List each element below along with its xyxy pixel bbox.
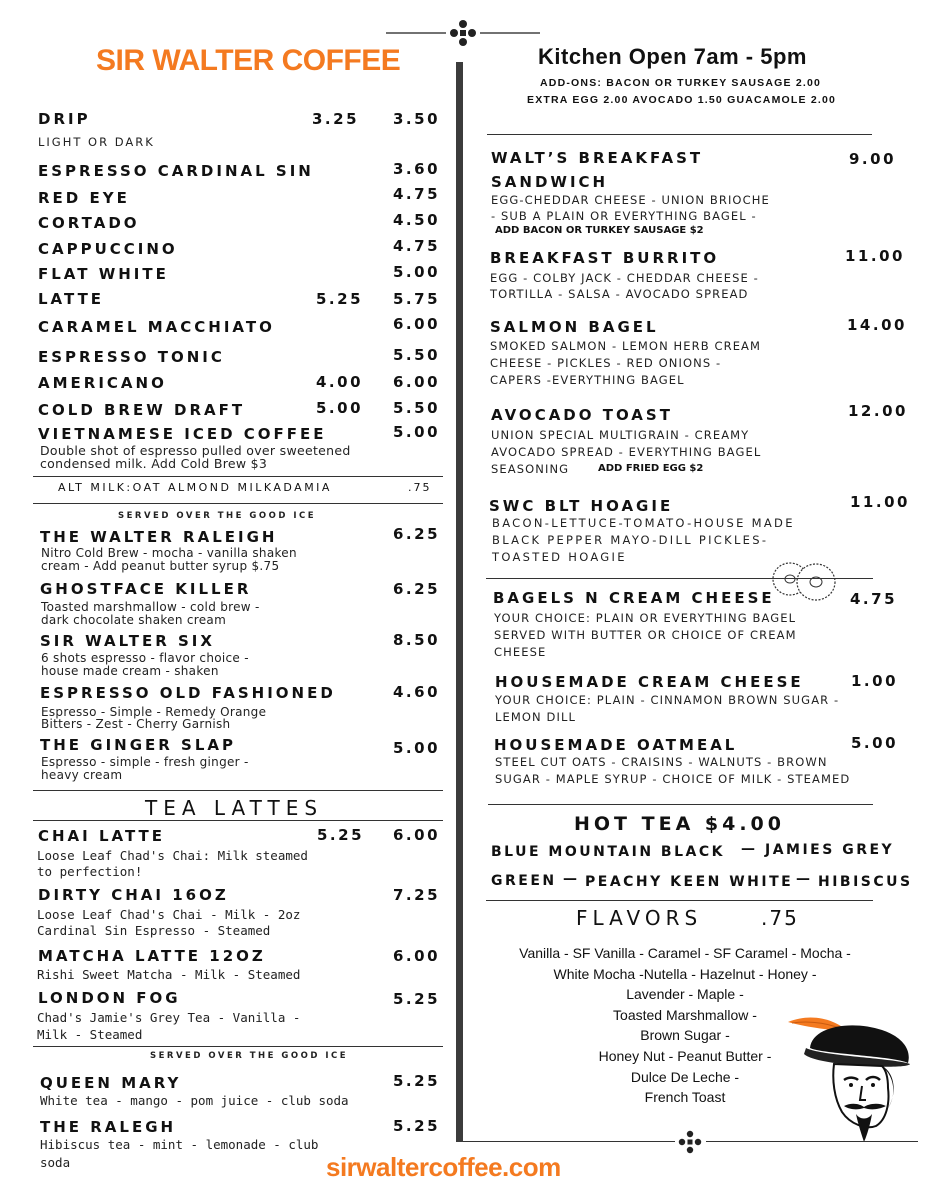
price-cortado: 4.50	[393, 211, 441, 229]
price-latte-small: 5.25	[316, 290, 364, 308]
desc-salmon-1: SMOKED SALMON - LEMON HERB CREAM	[490, 339, 762, 353]
item-americano: AMERICANO	[38, 374, 167, 392]
desc-chai-1: Loose Leaf Chad's Chai: Milk steamed	[37, 848, 308, 863]
price-dirty-chai: 7.25	[393, 886, 441, 904]
item-walts-breakfast-sandwich-2: SANDWICH	[491, 173, 609, 191]
flavors-price: .75	[761, 906, 799, 930]
desc-vietnamese-1: Double shot of espresso pulled over sweetened	[40, 443, 351, 458]
item-walter-raleigh: THE WALTER RALEIGH	[40, 528, 278, 546]
item-cardinal-sin: ESPRESSO CARDINAL SIN	[38, 162, 314, 180]
bagel-illustration	[770, 555, 840, 611]
item-vietnamese-iced-coffee: VIETNAMESE ICED COFFEE	[38, 425, 327, 443]
desc-oatmeal-1: STEEL CUT OATS - CRAISINS - WALNUTS - BROWN	[495, 755, 828, 769]
divider-line	[706, 1141, 918, 1142]
price-salmon-bagel: 14.00	[847, 316, 907, 334]
item-the-ralegh: THE RALEGH	[40, 1118, 177, 1136]
hot-tea-title: HOT TEA $4.00	[574, 813, 785, 835]
brand-title: SIR WALTER COFFEE	[96, 44, 401, 77]
desc-housecream-1: YOUR CHOICE: PLAIN - CINNAMON BROWN SUGAR -	[495, 693, 840, 707]
sir-walter-portrait	[782, 1008, 917, 1147]
divider-line	[486, 578, 873, 579]
tea-hibiscus: HIBISCUS	[818, 874, 913, 890]
desc-walts-1: EGG-CHEDDAR CHEESE - UNION BRIOCHE	[491, 193, 770, 207]
price-latte-large: 5.75	[393, 290, 441, 308]
price-walter-raleigh: 6.25	[393, 525, 441, 543]
desc-ralegh-2: soda	[40, 1155, 71, 1170]
price-swc-blt-hoagie: 11.00	[850, 493, 910, 511]
price-avocado-toast: 12.00	[848, 402, 908, 420]
item-housemade-oatmeal: HOUSEMADE OATMEAL	[494, 736, 738, 754]
price-americano-small: 4.00	[316, 373, 364, 391]
item-queen-mary: QUEEN MARY	[40, 1074, 182, 1092]
desc-walts-2: - SUB A PLAIN OR EVERYTHING BAGEL -	[491, 209, 757, 223]
desc-bagels-3: CHEESE	[494, 645, 547, 659]
price-cappuccino: 4.75	[393, 237, 441, 255]
tea-separator: —	[563, 871, 580, 887]
price-flat-white: 5.00	[393, 263, 441, 281]
flavors-title: FLAVORS	[576, 906, 703, 930]
price-housemade-oatmeal: 5.00	[851, 734, 899, 752]
desc-old-fashioned-2: Bitters - Zest - Cherry Garnish	[41, 717, 231, 731]
desc-salmon-3: CAPERS -EVERYTHING BAGEL	[490, 373, 685, 387]
desc-bagels-2: SERVED WITH BUTTER OR CHOICE OF CREAM	[494, 628, 797, 642]
item-cortado: CORTADO	[38, 214, 140, 232]
flavor-line: White Mocha -Nutella - Hazelnut - Honey -	[553, 965, 817, 982]
price-walts-sandwich: 9.00	[849, 150, 897, 168]
divider-line	[488, 804, 873, 805]
desc-ginger-slap-1: Espresso - simple - fresh ginger -	[41, 755, 249, 769]
price-ginger-slap: 5.00	[393, 739, 441, 757]
desc-chai-2: to perfection!	[37, 864, 143, 879]
price-chai-large: 6.00	[393, 826, 441, 844]
tea-green: GREEN	[491, 873, 557, 889]
tea-jamies-grey: JAMIES GREY	[765, 842, 895, 858]
price-chai-small: 5.25	[317, 826, 365, 844]
item-latte: LATTE	[38, 290, 105, 308]
price-matcha-latte: 6.00	[393, 947, 441, 965]
website-link[interactable]: sirwaltercoffee.com	[326, 1152, 561, 1182]
desc-bagels-1: YOUR CHOICE: PLAIN OR EVERYTHING BAGEL	[494, 611, 797, 625]
desc-avocado-1: UNION SPECIAL MULTIGRAIN - CREAMY	[491, 428, 750, 442]
item-red-eye: RED EYE	[38, 189, 130, 207]
desc-london-fog-1: Chad's Jamie's Grey Tea - Vanilla -	[37, 1010, 301, 1025]
alt-milk-price: .75	[408, 481, 432, 494]
price-drip-small: 3.25	[312, 110, 360, 128]
divider-line	[33, 820, 443, 821]
item-sir-walter-six: SIR WALTER SIX	[40, 632, 215, 650]
flavor-line: Dulce De Leche -	[630, 1068, 740, 1085]
item-dirty-chai: DIRTY CHAI 16OZ	[38, 886, 229, 904]
item-bagels-cream-cheese: BAGELS N CREAM CHEESE	[493, 589, 775, 607]
served-note-2: SERVED OVER THE GOOD ICE	[150, 1051, 349, 1061]
desc-dirty-chai-1: Loose Leaf Chad's Chai - Milk - 2oz	[37, 907, 301, 922]
divider-line	[487, 134, 872, 135]
addons-line-2: EXTRA EGG 2.00 AVOCADO 1.50 GUACAMOLE 2.00	[527, 94, 837, 106]
tea-separator: —	[741, 841, 758, 857]
price-bagels-cream-cheese: 4.75	[850, 590, 898, 608]
ornament-bottom	[678, 1130, 702, 1158]
item-walts-breakfast-sandwich: WALT’S BREAKFAST	[491, 149, 704, 167]
item-drip: DRIP	[38, 110, 91, 128]
item-avocado-toast: AVOCADO TOAST	[491, 406, 673, 424]
item-salmon-bagel: SALMON BAGEL	[490, 318, 659, 336]
desc-ghostface-1: Toasted marshmallow - cold brew -	[41, 600, 260, 614]
item-london-fog: LONDON FOG	[38, 989, 181, 1007]
desc-vietnamese-2: condensed milk. Add Cold Brew $3	[40, 456, 268, 471]
divider-line	[33, 1046, 443, 1047]
item-caramel-macchiato: CARAMEL MACCHIATO	[38, 318, 275, 336]
flavor-line: Lavender - Maple -	[626, 986, 744, 1003]
price-caramel-macchiato: 6.00	[393, 315, 441, 333]
price-ghostface-killer: 6.25	[393, 580, 441, 598]
price-sir-walter-six: 8.50	[393, 631, 441, 649]
alt-milk-label: ALT MILK:OAT ALMOND MILKADAMIA	[58, 481, 332, 494]
desc-blt-1: BACON-LETTUCE-TOMATO-HOUSE MADE	[492, 516, 795, 530]
desc-sir-walter-six-1: 6 shots espresso - flavor choice -	[41, 651, 249, 665]
flavor-line: Toasted Marshmallow -	[613, 1006, 757, 1023]
item-flat-white: FLAT WHITE	[38, 265, 169, 283]
price-cold-brew-small: 5.00	[316, 399, 364, 417]
desc-avocado-2: AVOCADO SPREAD - EVERYTHING BAGEL	[491, 445, 762, 459]
desc-ginger-slap-2: heavy cream	[41, 768, 123, 782]
desc-salmon-2: CHEESE - PICKLES - RED ONIONS -	[490, 356, 722, 370]
desc-blt-3: TOASTED HOAGIE	[492, 550, 627, 564]
price-cold-brew-large: 5.50	[393, 399, 441, 417]
price-vietnamese-iced-coffee: 5.00	[393, 423, 441, 441]
served-note: SERVED OVER THE GOOD ICE	[118, 511, 317, 521]
desc-walter-raleigh-1: Nitro Cold Brew - mocha - vanilla shaken	[41, 546, 297, 560]
desc-housecream-2: LEMON DILL	[495, 710, 576, 724]
item-breakfast-burrito: BREAKFAST BURRITO	[490, 249, 720, 267]
tea-peachy-keen: PEACHY KEEN WHITE	[585, 874, 794, 890]
divider-line	[33, 790, 443, 791]
desc-drip: LIGHT OR DARK	[38, 135, 155, 149]
flavor-line: Honey Nut - Peanut Butter -	[598, 1047, 772, 1064]
desc-queen-mary: White tea - mango - pom juice - club soda	[40, 1093, 349, 1108]
divider-line	[33, 503, 443, 504]
price-breakfast-burrito: 11.00	[845, 247, 905, 265]
tea-separator: —	[796, 871, 813, 887]
ornament-top	[386, 18, 540, 52]
flavor-line: Vanilla - SF Vanilla - Caramel - SF Caramel - Mocha -	[519, 945, 851, 961]
item-cold-brew-draft: COLD BREW DRAFT	[38, 401, 246, 419]
price-housemade-cream-cheese: 1.00	[851, 672, 899, 690]
desc-blt-2: BLACK PEPPER MAYO-DILL PICKLES-	[492, 533, 769, 547]
divider-line	[33, 476, 443, 477]
addons-line-1: ADD-ONS: BACON OR TURKEY SAUSAGE 2.00	[540, 77, 822, 89]
item-housemade-cream-cheese: HOUSEMADE CREAM CHEESE	[495, 673, 804, 691]
price-espresso-tonic: 5.50	[393, 346, 441, 364]
desc-burrito-2: TORTILLA - SALSA - AVOCADO SPREAD	[490, 287, 749, 301]
flavor-line: French Toast	[644, 1089, 726, 1106]
desc-old-fashioned-1: Espresso - Simple - Remedy Orange	[41, 705, 267, 719]
item-ginger-slap: THE GINGER SLAP	[40, 736, 236, 754]
divider-line	[486, 900, 873, 901]
price-queen-mary: 5.25	[393, 1072, 441, 1090]
price-london-fog: 5.25	[393, 990, 441, 1008]
desc-matcha-1: Rishi Sweet Matcha - Milk - Steamed	[37, 967, 301, 982]
item-chai-latte: CHAI LATTE	[38, 827, 166, 845]
desc-oatmeal-2: SUGAR - MAPLE SYRUP - CHOICE OF MILK - STEAMED	[495, 772, 851, 786]
column-divider	[456, 62, 463, 1142]
item-espresso-old-fashioned: ESPRESSO OLD FASHIONED	[40, 684, 336, 702]
price-americano-large: 6.00	[393, 373, 441, 391]
price-cardinal-sin: 3.60	[393, 160, 441, 178]
tea-blue-mountain: BLUE MOUNTAIN BLACK	[491, 844, 725, 860]
kitchen-hours: Kitchen Open 7am - 5pm	[538, 44, 807, 69]
desc-burrito-1: EGG - COLBY JACK - CHEDDAR CHEESE -	[490, 271, 759, 285]
flavor-line: Brown Sugar -	[640, 1027, 730, 1044]
desc-walts-3: ADD BACON OR TURKEY SAUSAGE $2	[495, 225, 704, 236]
desc-ghostface-2: dark chocolate shaken cream	[41, 613, 227, 627]
divider-line	[463, 1141, 675, 1142]
desc-avocado-addon: ADD FRIED EGG $2	[598, 463, 704, 474]
desc-ralegh-1: Hibiscus tea - mint - lemonade - club	[40, 1137, 319, 1152]
item-swc-blt-hoagie: SWC BLT HOAGIE	[489, 497, 674, 515]
item-cappuccino: CAPPUCCINO	[38, 240, 178, 258]
desc-sir-walter-six-2: house made cream - shaken	[41, 664, 219, 678]
desc-avocado-3: SEASONING	[491, 462, 570, 476]
item-ghostface-killer: GHOSTFACE KILLER	[40, 580, 252, 598]
price-drip-large: 3.50	[393, 110, 441, 128]
tea-lattes-title: TEA LATTES	[145, 796, 324, 820]
price-espresso-old-fashioned: 4.60	[393, 683, 441, 701]
desc-london-fog-2: Milk - Steamed	[37, 1027, 143, 1042]
price-red-eye: 4.75	[393, 185, 441, 203]
item-espresso-tonic: ESPRESSO TONIC	[38, 348, 225, 366]
desc-walter-raleigh-2: cream - Add peanut butter syrup $.75	[41, 559, 280, 573]
item-matcha-latte: MATCHA LATTE 12OZ	[38, 947, 266, 965]
price-the-ralegh: 5.25	[393, 1117, 441, 1135]
desc-dirty-chai-2: Cardinal Sin Espresso - Steamed	[37, 923, 271, 938]
